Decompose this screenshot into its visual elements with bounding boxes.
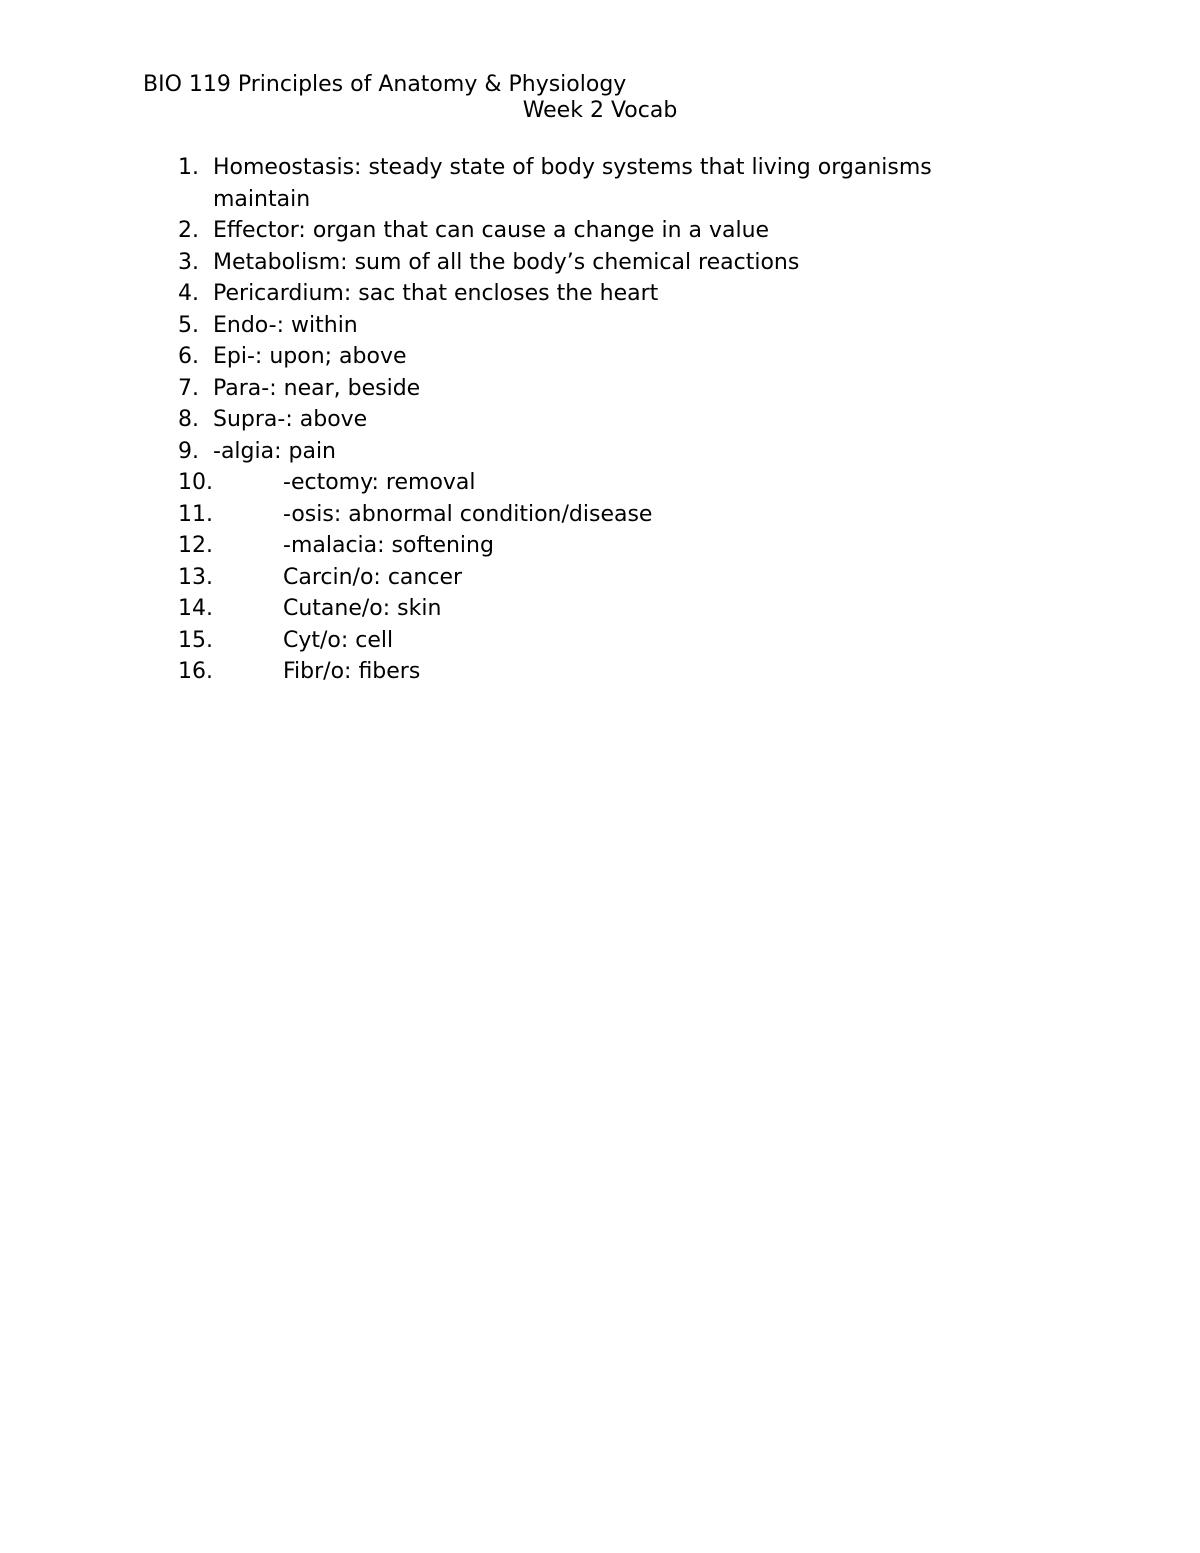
list-item-number: 5.: [178, 312, 199, 338]
list-item-text: Endo-: within: [213, 312, 358, 338]
list-item: [0, 247, 1200, 279]
page-title: BIO 119 Principles of Anatomy & Physiology: [143, 72, 627, 97]
list-item: [0, 215, 1200, 247]
list-item: [0, 625, 1200, 657]
list-item-text: Para-: near, beside: [213, 375, 421, 401]
list-item-number: 14.: [178, 596, 213, 621]
list-item: [0, 278, 1200, 310]
list-item-text: Carcin/o: cancer: [283, 564, 463, 590]
list-item: [0, 310, 1200, 342]
list-item-text: Pericardium: sac that encloses the heart: [213, 281, 659, 306]
list-item-number: 13.: [178, 564, 213, 590]
list-item-number: 11.: [178, 501, 213, 527]
list-item-text: Epi-: upon; above: [213, 344, 407, 369]
list-item-number: 12.: [178, 533, 213, 558]
list-item-number: 15.: [178, 627, 213, 653]
list-item-text: Cutane/o: skin: [283, 596, 442, 621]
list-item: [0, 373, 1200, 405]
list-item-number: 16.: [178, 659, 213, 684]
list-item: [0, 656, 1200, 688]
list-item-text: Supra-: above: [213, 407, 368, 432]
vocab-list: [0, 152, 1200, 688]
list-item-text: Metabolism: sum of all the body’s chemical reactions: [213, 249, 800, 275]
list-item: [0, 436, 1200, 468]
list-item-number: 4.: [178, 281, 199, 306]
page-subtitle: Week 2 Vocab: [522, 98, 678, 123]
list-item-text: Cyt/o: cell: [283, 627, 394, 653]
list-item: [0, 467, 1200, 499]
list-item-number: 10.: [178, 470, 213, 495]
list-item: [0, 562, 1200, 594]
list-item: [0, 341, 1200, 373]
list-item: [0, 152, 1200, 215]
list-item-number: 9.: [178, 438, 199, 464]
list-item: [0, 530, 1200, 562]
list-item-text: -algia: pain: [213, 438, 336, 464]
list-item: [0, 593, 1200, 625]
list-item-number: 7.: [178, 375, 199, 401]
list-item-text: -ectomy: removal: [283, 470, 476, 495]
list-item-text: Effector: organ that can cause a change in a value: [213, 218, 770, 243]
list-item-number: 8.: [178, 407, 199, 432]
list-item-text: Fibr/o: fibers: [283, 659, 421, 684]
list-item-number: 2.: [178, 218, 199, 243]
list-item-number: 3.: [178, 249, 199, 275]
list-item-text: -osis: abnormal condition/disease: [283, 501, 653, 527]
list-item: [0, 499, 1200, 531]
list-item: [0, 404, 1200, 436]
list-item-text: Homeostasis: steady state of body systems that living organisms maintain: [213, 155, 932, 212]
list-item-number: 1.: [178, 155, 199, 180]
list-item-text: -malacia: softening: [283, 533, 494, 558]
list-item-number: 6.: [178, 344, 199, 369]
